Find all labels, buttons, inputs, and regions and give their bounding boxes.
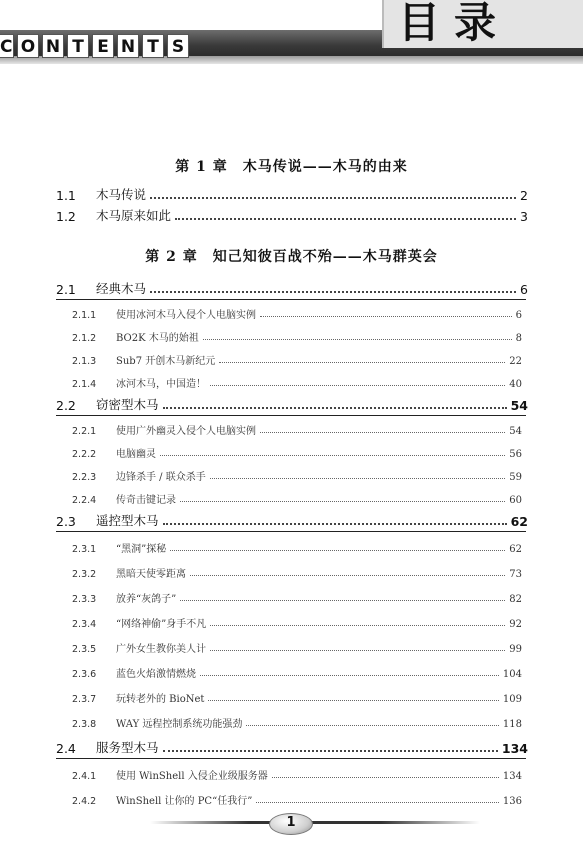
item-number: 2.2.3 xyxy=(72,472,97,483)
toc-item[interactable] xyxy=(72,612,522,630)
item-page: 60 xyxy=(509,495,522,506)
toc-section[interactable] xyxy=(56,279,528,297)
dot-leader xyxy=(150,291,516,293)
contents-letter: E xyxy=(92,34,114,58)
section-number: 2.3 xyxy=(56,514,76,529)
dot-leader xyxy=(163,523,507,525)
item-title: 冰河木马，中国造！ xyxy=(116,379,206,390)
entry-number: 1.1 xyxy=(56,188,76,203)
item-title: 传奇击键记录 xyxy=(116,495,176,506)
item-number: 2.3.8 xyxy=(72,719,97,730)
dot-leader xyxy=(170,550,505,551)
item-number: 2.3.4 xyxy=(72,619,97,630)
toc-item[interactable] xyxy=(72,662,522,680)
chapter-heading: 第 2 章 知己知彼百战不殆——木马群英会 xyxy=(145,249,438,265)
dot-leader xyxy=(208,700,498,701)
item-page: 22 xyxy=(509,356,522,367)
toc-section[interactable] xyxy=(56,395,528,413)
section-page: 62 xyxy=(510,514,528,529)
dot-leader xyxy=(163,750,498,752)
item-page: 118 xyxy=(502,719,522,730)
dot-leader xyxy=(190,575,505,576)
toc-item[interactable] xyxy=(72,326,522,344)
item-title: 黑暗天使零距离 xyxy=(116,569,186,580)
toc-item[interactable] xyxy=(72,562,522,580)
chapter-heading: 第 1 章 木马传说——木马的由来 xyxy=(175,159,408,175)
section-number: 2.2 xyxy=(56,398,76,413)
item-number: 2.4.1 xyxy=(72,771,97,782)
toc-item[interactable] xyxy=(72,419,522,437)
toc-item[interactable] xyxy=(72,537,522,555)
section-title: 遥控型木马 xyxy=(96,513,159,528)
section-page: 6 xyxy=(520,282,528,297)
item-page: 134 xyxy=(502,771,522,782)
section-title: 窃密型木马 xyxy=(96,397,159,412)
footer-rule xyxy=(150,821,480,824)
contents-letter: T xyxy=(67,34,89,58)
toc-item[interactable] xyxy=(72,372,522,390)
dot-leader xyxy=(180,600,505,601)
item-title: 使用广外幽灵入侵个人电脑实例 xyxy=(116,426,256,437)
item-title: “黑洞”探秘 xyxy=(116,544,167,555)
toc-item[interactable] xyxy=(72,303,522,321)
section-divider xyxy=(56,299,526,300)
dot-leader xyxy=(256,802,499,803)
dot-leader xyxy=(210,478,506,479)
item-page: 6 xyxy=(515,310,522,321)
dot-leader xyxy=(260,432,505,433)
entry-title: 木马原来如此 xyxy=(96,208,172,223)
section-title: 服务型木马 xyxy=(96,740,159,755)
section-page: 54 xyxy=(510,398,528,413)
item-number: 2.1.3 xyxy=(72,356,97,367)
contents-banner xyxy=(0,34,189,58)
section-page: 134 xyxy=(501,741,528,756)
entry-page: 2 xyxy=(520,188,528,203)
item-number: 2.3.7 xyxy=(72,694,97,705)
entry-number: 1.2 xyxy=(56,209,76,224)
item-page: 8 xyxy=(515,333,522,344)
contents-letter: N xyxy=(42,34,64,58)
toc-section[interactable] xyxy=(56,738,528,756)
item-title: WAY 远程控制系统功能强劲 xyxy=(116,719,243,730)
item-title: 使用 WinShell 入侵企业级服务器 xyxy=(116,771,268,782)
page-header xyxy=(0,0,583,64)
item-number: 2.2.2 xyxy=(72,449,97,460)
item-number: 2.1.4 xyxy=(72,379,97,390)
toc-section[interactable] xyxy=(56,511,528,529)
contents-letter: O xyxy=(17,34,39,58)
item-title: 放养“灰鸽子” xyxy=(116,594,177,605)
item-number: 2.3.3 xyxy=(72,594,97,605)
page-number: 1 xyxy=(286,815,296,830)
toc-item[interactable] xyxy=(72,349,522,367)
dot-leader xyxy=(246,725,499,726)
item-number: 2.3.2 xyxy=(72,569,97,580)
dot-leader xyxy=(210,650,505,651)
item-number: 2.1.2 xyxy=(72,333,97,344)
dot-leader xyxy=(175,218,516,220)
toc-item[interactable] xyxy=(72,587,522,605)
item-number: 2.3.6 xyxy=(72,669,97,680)
item-title: 广外女生教你美人计 xyxy=(116,644,206,655)
dot-leader xyxy=(180,501,505,502)
item-title: WinShell 让你的 PC“任我行” xyxy=(116,796,253,807)
item-page: 62 xyxy=(509,544,522,555)
item-number: 2.3.1 xyxy=(72,544,97,555)
item-page: 59 xyxy=(509,472,522,483)
section-divider xyxy=(56,415,526,416)
dot-leader xyxy=(200,675,499,676)
item-title: 玩转老外的 BioNet xyxy=(116,694,205,705)
item-page: 54 xyxy=(509,426,522,437)
dot-leader xyxy=(150,197,516,199)
toc-item[interactable] xyxy=(72,465,522,483)
item-page: 82 xyxy=(509,594,522,605)
item-number: 2.1.1 xyxy=(72,310,97,321)
dot-leader xyxy=(272,777,499,778)
dot-leader xyxy=(210,385,505,386)
section-divider xyxy=(56,758,526,759)
dot-leader xyxy=(203,339,512,340)
item-title: Sub7 开创木马新纪元 xyxy=(116,356,216,367)
item-title: 边锋杀手 / 联众杀手 xyxy=(116,472,206,483)
item-page: 104 xyxy=(502,669,522,680)
item-number: 2.3.5 xyxy=(72,644,97,655)
dot-leader xyxy=(260,316,512,317)
toc-item[interactable] xyxy=(72,687,522,705)
contents-letter: C xyxy=(0,34,14,58)
entry-title: 木马传说 xyxy=(96,187,147,202)
item-title: 蓝色火焰激情燃烧 xyxy=(116,669,196,680)
section-divider xyxy=(56,531,526,532)
item-page: 99 xyxy=(509,644,522,655)
item-number: 2.4.2 xyxy=(72,796,97,807)
item-page: 92 xyxy=(509,619,522,630)
item-title: 电脑幽灵 xyxy=(116,449,156,460)
section-number: 2.1 xyxy=(56,282,76,297)
item-page: 56 xyxy=(509,449,522,460)
toc-item[interactable] xyxy=(72,442,522,460)
toc-entry[interactable] xyxy=(56,206,528,224)
item-page: 136 xyxy=(502,796,522,807)
dot-leader xyxy=(210,625,505,626)
dot-leader xyxy=(219,362,505,363)
item-title: 使用冰河木马入侵个人电脑实例 xyxy=(116,310,256,321)
item-number: 2.2.4 xyxy=(72,495,97,506)
item-page: 40 xyxy=(509,379,522,390)
toc-entry[interactable] xyxy=(56,185,528,203)
toc-item[interactable] xyxy=(72,637,522,655)
contents-letter: T xyxy=(142,34,164,58)
contents-letter: N xyxy=(117,34,139,58)
contents-letter: S xyxy=(167,34,189,58)
item-page: 109 xyxy=(502,694,522,705)
item-title: BO2K 木马的始祖 xyxy=(116,333,199,344)
section-title: 经典木马 xyxy=(96,281,147,296)
toc-item[interactable] xyxy=(72,488,522,506)
entry-page: 3 xyxy=(520,209,528,224)
section-number: 2.4 xyxy=(56,741,76,756)
toc-item[interactable] xyxy=(72,712,522,730)
dot-leader xyxy=(163,407,507,409)
dot-leader xyxy=(160,455,505,456)
toc-item[interactable] xyxy=(72,789,522,807)
page-title: 目录 xyxy=(398,0,511,47)
toc-item[interactable] xyxy=(72,764,522,782)
item-title: “网络神偷”身手不凡 xyxy=(116,619,207,630)
item-number: 2.2.1 xyxy=(72,426,97,437)
item-page: 73 xyxy=(509,569,522,580)
